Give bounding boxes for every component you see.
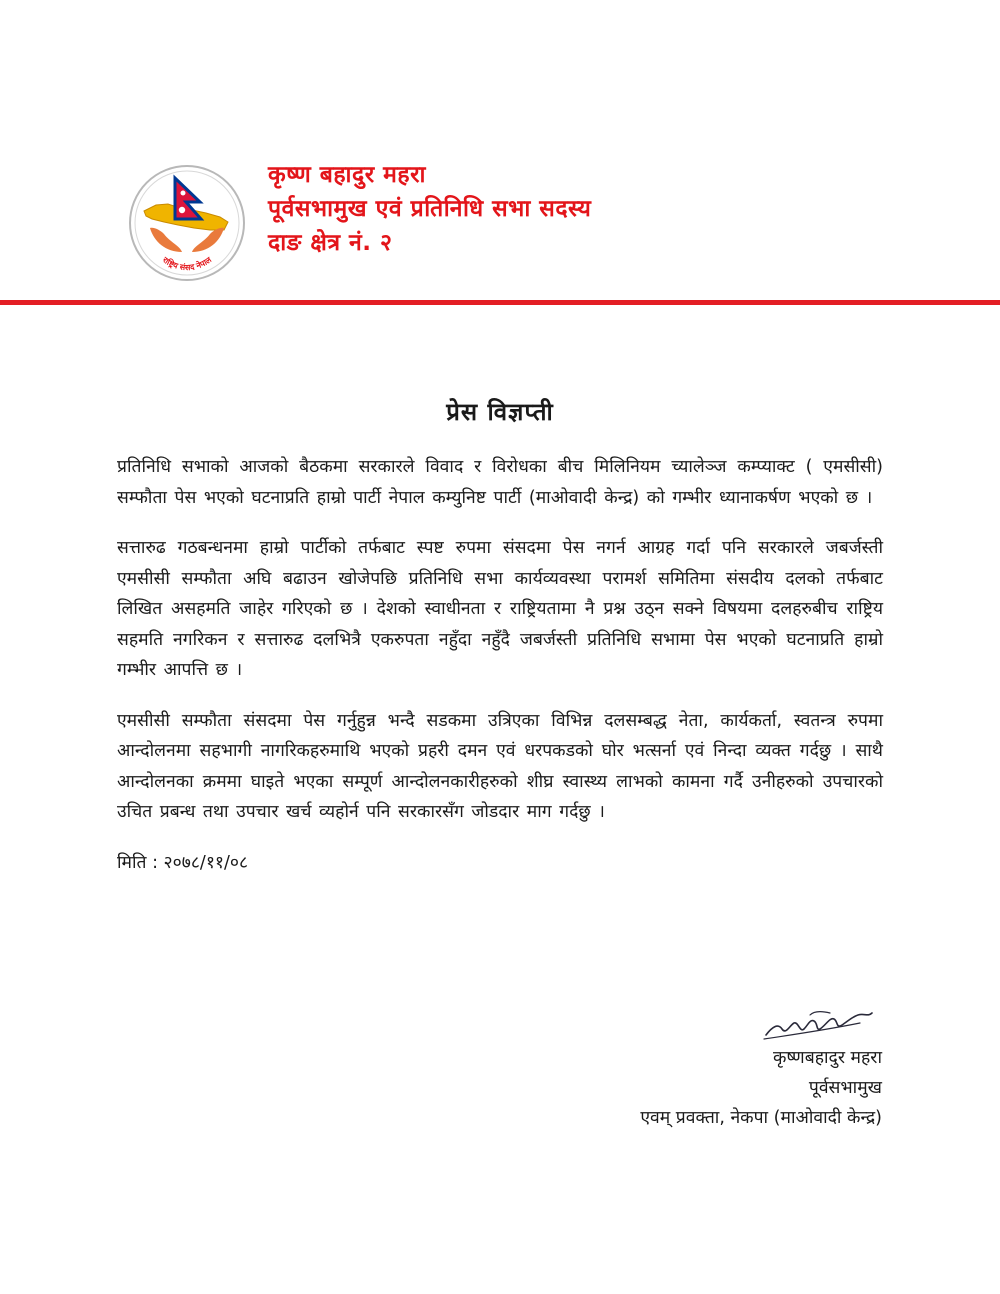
paragraph-3: एमसीसी सम्फौता संसदमा पेस गर्नुहुन्न भन्दै सडकमा उत्रिएका विभिन्न दलसम्बद्ध नेता, कार्यकर्ता, स्वतन्त्र रुपमा आन्दोलनमा सहभागी नागरिकहरुमाथि भएको प्रहरी दमन एवं धरपकडको घोर भत्सर्ना एवं निन्दा व्यक्त गर्दछु । साथै आन्दोलनका क्रममा घाइते भएका सम्पूर्ण आन्दोलनकारीहरुको शीघ्र स्वास्थ्य लाभको कामना गर्दै उनीहरुको उपचारको उचित प्रबन्ध तथा उपचार खर्च व्यहोर्न पनि सरकारसँग जोडदार माग गर्दछु ।: [117, 710, 883, 822]
signatory-title: पूर्वसभामुख: [808, 1078, 882, 1098]
header-divider: [0, 300, 1000, 305]
document-date: मिति : २०७८/११/०८: [117, 852, 249, 873]
handwritten-signature: [760, 1005, 880, 1045]
sender-name: कृष्ण बहादुर महरा: [268, 162, 426, 188]
sender-constituency: दाङ क्षेत्र नं. २: [268, 230, 393, 256]
paragraph-2: सत्तारुढ गठबन्धनमा हाम्रो पार्टीको तर्फबाट स्पष्ट रुपमा संसदमा पेस नगर्न आग्रह गर्दा पनि सरकारले जबर्जस्ती एमसीसी सम्फौता अघि बढाउन खोजेपछि प्रतिनिधि सभा कार्यव्यवस्था परामर्श समितिमा संसदीय दलको तर्फबाट लिखित असहमति जाहेर गरिएको छ । देशको स्वाधीनता र राष्ट्रियतामा नै प्रश्न उठ्न सक्ने विषयमा दलहरुबीच राष्ट्रिय सहमति नगरिकन र सत्तारुढ दलभित्रै एकरुपता नहुँदा नहुँदै जबर्जस्ती प्रतिनिधि सभामा पेस भएको घटनाप्रति हाम्रो गम्भीर आपत्ति छ ।: [117, 538, 883, 680]
sender-designation: पूर्वसभामुख एवं प्रतिनिधि सभा सदस्य: [268, 196, 592, 222]
signatory-name: कृष्णबहादुर महरा: [772, 1048, 882, 1068]
document-title: प्रेस विज्ञप्ती: [446, 398, 554, 426]
signatory-block: [640, 1043, 882, 1133]
document-body: [117, 452, 883, 878]
parliament-logo: [128, 164, 246, 282]
paragraph-1: प्रतिनिधि सभाको आजको बैठकमा सरकारले विवाद र विरोधका बीच मिलिनियम च्यालेञ्ज कम्प्याक्ट ( एमसीसी) सम्फौता पेस भएको घटनाप्रति हाम्रो पार्टी नेपाल कम्युनिष्ट पार्टी (माओवादी केन्द्र) को गम्भीर ध्यानाकर्षण भएको छ ।: [117, 457, 883, 508]
letterhead-text: [268, 158, 591, 260]
signatory-role: एवम् प्रवक्ता, नेकपा (माओवादी केन्द्र): [640, 1108, 882, 1128]
logo-caption: राष्ट्रिय संसद नेपाल: [160, 255, 214, 273]
